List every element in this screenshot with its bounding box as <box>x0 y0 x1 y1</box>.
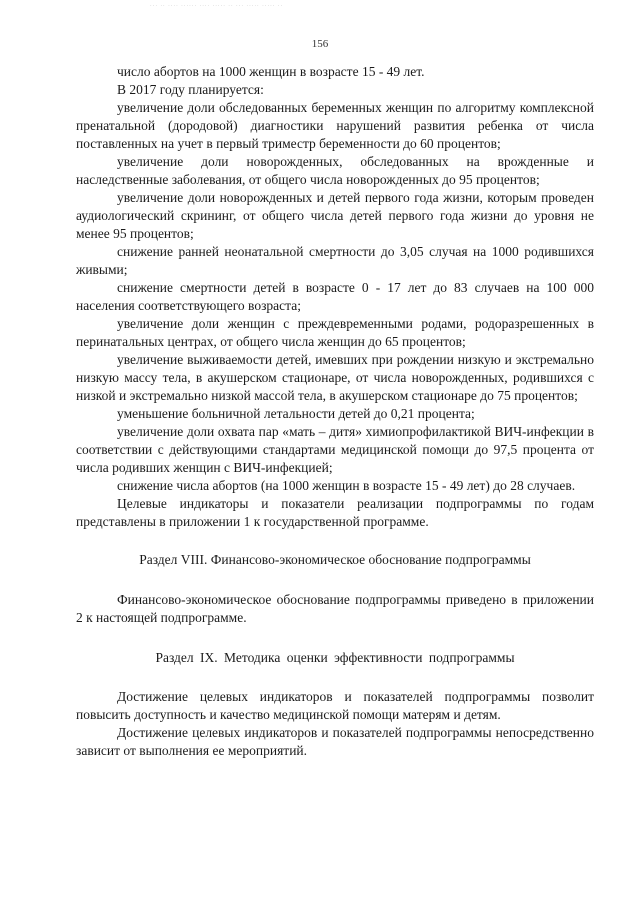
paragraph: Достижение целевых индикаторов и показателей подпрограммы непосредственно зависит от выполнения ее мероприятий. <box>76 725 594 758</box>
paragraph: увеличение выживаемости детей, имевших при рождении низкую и экстремально низкую массу тела, в акушерском стационаре, от числа новорожденных, родившихся с низкой и экстремально низкой массой тела, в акушерском стационаре до 75 процентов; <box>76 352 594 403</box>
paragraph: снижение смертности детей в возрасте 0 - 17 лет до 83 случаев на 100 000 населения соответствующего возраста; <box>76 280 594 313</box>
paragraph: снижение числа абортов (на 1000 женщин в возрасте 15 - 49 лет) до 28 случаев. <box>117 478 576 493</box>
paragraph: увеличение доли женщин с преждевременными родами, родоразрешенных в перинатальных центрах, от общего числа женщин до 65 процентов; <box>76 316 594 349</box>
paragraph: Достижение целевых индикаторов и показателей подпрограммы позволит повысить доступность и качество медицинской помощи матерям и детям. <box>76 689 594 722</box>
paragraph: Финансово-экономическое обоснование подпрограммы приведено в приложении 2 к настоящей подпрограмме. <box>76 592 594 625</box>
paragraph: увеличение доли новорожденных, обследованных на врожденные и наследственные заболевания, от общего числа новорожденных до 95 процентов; <box>76 154 594 187</box>
paragraph: число абортов на 1000 женщин в возрасте 15 - 49 лет. <box>117 64 425 79</box>
document-body <box>76 63 594 760</box>
section-heading-ix: Раздел IX. Методика оценки эффективности подпрограммы <box>155 650 515 665</box>
section-heading-viii: Раздел VIII. Финансово-экономическое обоснование подпрограммы <box>139 552 531 567</box>
page-number: 156 <box>311 38 329 50</box>
paragraph: снижение ранней неонатальной смертности до 3,05 случая на 1000 родившихся живыми; <box>76 244 594 277</box>
paragraph: увеличение доли обследованных беременных женщин по алгоритму комплексной пренатальной (дородовой) диагностики нарушений развития ребенка от числа поставленных на учет в первый триместр беременности до 60 процентов; <box>76 100 594 151</box>
paragraph: уменьшение больничной летальности детей до 0,21 процента; <box>117 406 475 421</box>
scan-header-noise: ··· ·· ···· ······ ···· ····· ·· ··· ····· ····· ·· <box>150 3 284 9</box>
paragraph: В 2017 году планируется: <box>117 82 264 97</box>
paragraph: увеличение доли охвата пар «мать – дитя» химиопрофилактикой ВИЧ-инфекции в соответствии с действующими стандартами медицинской помощи до 97,5 процента от числа родивших женщин с ВИЧ-инфекцией; <box>76 424 594 475</box>
paragraph: увеличение доли новорожденных и детей первого года жизни, которым проведен аудиологический скрининг, от общего числа детей первого года жизни до уровня не менее 95 процентов; <box>76 190 594 241</box>
paragraph: Целевые индикаторы и показатели реализации подпрограммы по годам представлены в приложении 1 к государственной программе. <box>76 496 594 529</box>
